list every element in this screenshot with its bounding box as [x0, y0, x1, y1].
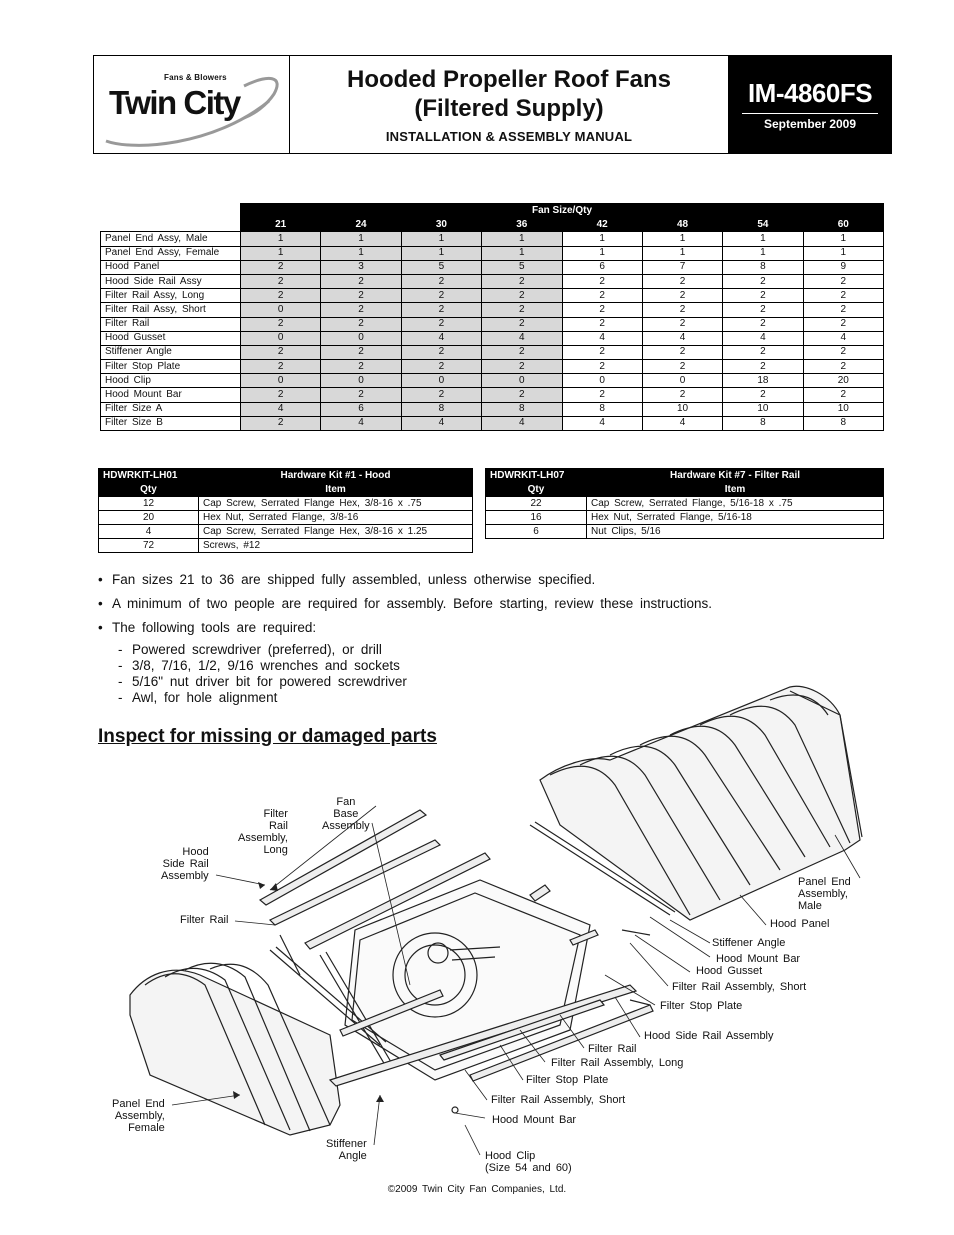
qty-cell: 22	[486, 497, 587, 511]
quantity-cell: 8	[803, 416, 883, 430]
part-name-cell: Filter Size B	[101, 416, 241, 430]
qty-cell: 12	[99, 497, 199, 511]
table-row	[101, 303, 884, 317]
quantity-cell: 2	[803, 303, 883, 317]
quantity-cell: 8	[723, 416, 803, 430]
quantity-cell: 2	[642, 303, 722, 317]
quantity-cell: 2	[642, 274, 722, 288]
quantity-cell: 2	[482, 289, 562, 303]
table-corner	[101, 204, 241, 218]
quantity-cell: 0	[642, 374, 722, 388]
quantity-cell: 1	[401, 246, 481, 260]
quantity-cell: 2	[241, 260, 321, 274]
document-number: IM-4860FS	[747, 78, 873, 108]
table-row	[101, 402, 884, 416]
kit-title: Hardware Kit #1 - Hood	[199, 469, 473, 483]
quantity-cell: 2	[401, 274, 481, 288]
quantity-cell: 2	[562, 345, 642, 359]
tool-item: - 5/16" nut driver bit for powered screwdriver	[118, 674, 712, 690]
callout-filter-rail-assembly-long: Filter Rail Assembly, Long	[238, 808, 288, 856]
callout-stiffener-angle: Stiffener Angle	[712, 937, 786, 949]
quantity-cell: 1	[401, 232, 481, 246]
quantity-cell: 4	[723, 331, 803, 345]
quantity-cell: 4	[562, 416, 642, 430]
quantity-cell: 1	[723, 246, 803, 260]
table-corner	[101, 218, 241, 232]
quantity-cell: 1	[241, 232, 321, 246]
quantity-cell: 0	[482, 374, 562, 388]
part-name-cell: Hood Mount Bar	[101, 388, 241, 402]
quantity-cell: 0	[241, 374, 321, 388]
quantity-cell: 2	[723, 360, 803, 374]
quantity-cell: 2	[482, 303, 562, 317]
quantity-cell: 1	[562, 246, 642, 260]
fan-size-column-header: 24	[321, 218, 401, 232]
quantity-cell: 10	[803, 402, 883, 416]
quantity-cell: 2	[803, 274, 883, 288]
company-logo	[94, 56, 290, 153]
quantity-cell: 2	[241, 345, 321, 359]
quantity-cell: 1	[482, 232, 562, 246]
qty-cell: 4	[99, 525, 199, 539]
callout-stiffener-angle-bottom: Stiffener Angle	[326, 1138, 367, 1162]
quantity-cell: 4	[401, 416, 481, 430]
part-name-cell: Panel End Assy, Female	[101, 246, 241, 260]
table-row	[99, 525, 473, 539]
quantity-cell: 2	[803, 317, 883, 331]
table-row	[486, 497, 884, 511]
part-name-cell: Filter Size A	[101, 402, 241, 416]
exploded-assembly-diagram	[90, 685, 890, 1185]
quantity-cell: 2	[482, 274, 562, 288]
fan-size-qty-header: Fan Size/Qty	[241, 204, 884, 218]
fan-size-column-header: 60	[803, 218, 883, 232]
qty-cell: 6	[486, 525, 587, 539]
quantity-cell: 2	[562, 388, 642, 402]
quantity-cell: 1	[803, 232, 883, 246]
table-row	[101, 374, 884, 388]
hardware-kit-7-table	[485, 468, 884, 539]
table-row	[99, 511, 473, 525]
part-name-cell: Hood Panel	[101, 260, 241, 274]
title-block	[290, 56, 729, 153]
quantity-cell: 0	[321, 374, 401, 388]
quantity-cell: 2	[321, 317, 401, 331]
qty-column-header: Qty	[99, 483, 199, 497]
part-name-cell: Hood Side Rail Assy	[101, 274, 241, 288]
quantity-cell: 8	[482, 402, 562, 416]
fan-size-column-header: 36	[482, 218, 562, 232]
callout-filter-rail-assembly-short: Filter Rail Assembly, Short	[672, 981, 807, 993]
kit-code: HDWRKIT-LH07	[486, 469, 587, 483]
quantity-cell: 0	[401, 374, 481, 388]
callout-hood-clip: Hood Clip (Size 54 and 60)	[485, 1150, 572, 1174]
item-cell: Hex Nut, Serrated Flange, 3/8-16	[199, 511, 473, 525]
callout-panel-end-assembly-female: Panel End Assembly, Female	[112, 1098, 165, 1134]
quantity-cell: 2	[723, 274, 803, 288]
quantity-cell: 4	[401, 331, 481, 345]
quantity-cell: 2	[562, 360, 642, 374]
quantity-cell: 2	[321, 289, 401, 303]
parts-quantity-table	[100, 203, 884, 431]
qty-cell: 72	[99, 539, 199, 553]
quantity-cell: 1	[723, 232, 803, 246]
callout-hood-side-rail-assembly: Hood Side Rail Assembly	[161, 846, 209, 882]
quantity-cell: 4	[642, 331, 722, 345]
item-cell: Nut Clips, 5/16	[587, 525, 884, 539]
qty-column-header: Qty	[486, 483, 587, 497]
table-row	[99, 539, 473, 553]
quantity-cell: 6	[562, 260, 642, 274]
quantity-cell: 2	[401, 360, 481, 374]
part-name-cell: Filter Rail Assy, Long	[101, 289, 241, 303]
tool-item: - 3/8, 7/16, 1/2, 9/16 wrenches and sockets	[118, 658, 712, 674]
quantity-cell: 2	[642, 317, 722, 331]
quantity-cell: 1	[803, 246, 883, 260]
quantity-cell: 2	[401, 303, 481, 317]
table-row	[486, 511, 884, 525]
quantity-cell: 1	[321, 246, 401, 260]
item-cell: Cap Screw, Serrated Flange, 5/16-18 x .75	[587, 497, 884, 511]
quantity-cell: 2	[401, 289, 481, 303]
quantity-cell: 2	[321, 388, 401, 402]
quantity-cell: 1	[241, 246, 321, 260]
callout-hood-mount-bar-bottom: Hood Mount Bar	[492, 1114, 577, 1126]
quantity-cell: 2	[401, 388, 481, 402]
logo-wordmark: Twin City	[109, 84, 240, 121]
quantity-cell: 2	[803, 289, 883, 303]
quantity-cell: 8	[401, 402, 481, 416]
table-row	[101, 416, 884, 430]
kit-code: HDWRKIT-LH01	[99, 469, 199, 483]
quantity-cell: 2	[562, 289, 642, 303]
table-row	[101, 317, 884, 331]
quantity-cell: 1	[642, 246, 722, 260]
quantity-cell: 4	[482, 331, 562, 345]
quantity-cell: 2	[803, 345, 883, 359]
fan-size-column-header: 30	[401, 218, 481, 232]
quantity-cell: 2	[562, 274, 642, 288]
title-line-1: Hooded Propeller Roof Fans	[346, 66, 672, 93]
quantity-cell: 4	[803, 331, 883, 345]
quantity-cell: 2	[401, 345, 481, 359]
fan-size-column-header: 42	[562, 218, 642, 232]
quantity-cell: 1	[642, 232, 722, 246]
table-row	[101, 260, 884, 274]
item-cell: Hex Nut, Serrated Flange, 5/16-18	[587, 511, 884, 525]
part-name-cell: Hood Clip	[101, 374, 241, 388]
quantity-cell: 4	[562, 331, 642, 345]
table-row	[101, 331, 884, 345]
callout-hood-side-rail-assembly-right: Hood Side Rail Assembly	[644, 1030, 774, 1042]
quantity-cell: 2	[321, 345, 401, 359]
quantity-cell: 2	[723, 388, 803, 402]
callout-filter-stop-plate-bottom: Filter Stop Plate	[526, 1074, 609, 1086]
quantity-cell: 2	[401, 317, 481, 331]
hardware-kit-1-table	[98, 468, 473, 553]
tool-item: - Awl, for hole alignment	[118, 690, 712, 706]
quantity-cell: 2	[241, 416, 321, 430]
logo-tagline: Fans & Blowers	[164, 73, 227, 82]
table-row	[101, 289, 884, 303]
item-cell: Cap Screw, Serrated Flange Hex, 3/8-16 x 1.25	[199, 525, 473, 539]
quantity-cell: 2	[482, 360, 562, 374]
tool-item: - Powered screwdriver (preferred), or drill	[118, 642, 712, 658]
quantity-cell: 2	[803, 360, 883, 374]
document-date: September 2009	[763, 117, 857, 131]
quantity-cell: 2	[723, 289, 803, 303]
quantity-cell: 2	[482, 317, 562, 331]
quantity-cell: 9	[803, 260, 883, 274]
callout-filter-rail-assembly-long-right: Filter Rail Assembly, Long	[551, 1057, 684, 1069]
quantity-cell: 2	[723, 303, 803, 317]
title-line-2: (Filtered Supply)	[414, 95, 604, 122]
document-id-block	[729, 56, 891, 153]
quantity-cell: 2	[321, 360, 401, 374]
quantity-cell: 4	[642, 416, 722, 430]
quantity-cell: 2	[723, 317, 803, 331]
section-heading: Inspect for missing or damaged parts	[98, 726, 437, 747]
quantity-cell: 4	[482, 416, 562, 430]
quantity-cell: 2	[482, 388, 562, 402]
part-name-cell: Filter Rail	[101, 317, 241, 331]
quantity-cell: 2	[803, 388, 883, 402]
part-name-cell: Filter Stop Plate	[101, 360, 241, 374]
quantity-cell: 2	[241, 289, 321, 303]
instruction-bullet: • A minimum of two people are required for assembly. Before starting, review these instructions.	[98, 596, 712, 620]
quantity-cell: 4	[321, 416, 401, 430]
part-name-cell: Filter Rail Assy, Short	[101, 303, 241, 317]
quantity-cell: 3	[321, 260, 401, 274]
quantity-cell: 2	[241, 317, 321, 331]
quantity-cell: 0	[241, 303, 321, 317]
quantity-cell: 2	[642, 360, 722, 374]
table-row	[99, 497, 473, 511]
quantity-cell: 2	[241, 360, 321, 374]
item-cell: Screws, #12	[199, 539, 473, 553]
quantity-cell: 2	[723, 345, 803, 359]
quantity-cell: 2	[241, 388, 321, 402]
quantity-cell: 0	[321, 331, 401, 345]
quantity-cell: 2	[482, 345, 562, 359]
quantity-cell: 10	[723, 402, 803, 416]
callout-filter-rail-right: Filter Rail	[588, 1043, 637, 1055]
quantity-cell: 2	[562, 303, 642, 317]
table-row	[101, 274, 884, 288]
quantity-cell: 5	[482, 260, 562, 274]
quantity-cell: 10	[642, 402, 722, 416]
instruction-bullet: • The following tools are required:	[98, 620, 712, 644]
kit-title: Hardware Kit #7 - Filter Rail	[587, 469, 884, 483]
fan-size-column-header: 48	[642, 218, 722, 232]
table-row	[486, 525, 884, 539]
quantity-cell: 1	[482, 246, 562, 260]
part-name-cell: Panel End Assy, Male	[101, 232, 241, 246]
fan-size-column-header: 21	[241, 218, 321, 232]
table-row	[101, 246, 884, 260]
copyright-footer: ©2009 Twin City Fan Companies, Ltd.	[387, 1184, 567, 1195]
quantity-cell: 2	[642, 345, 722, 359]
quantity-cell: 2	[321, 303, 401, 317]
quantity-cell: 1	[321, 232, 401, 246]
quantity-cell: 8	[723, 260, 803, 274]
quantity-cell: 2	[642, 289, 722, 303]
quantity-cell: 2	[241, 274, 321, 288]
quantity-cell: 20	[803, 374, 883, 388]
quantity-cell: 2	[562, 317, 642, 331]
divider	[742, 113, 878, 114]
manual-subtitle: INSTALLATION & ASSEMBLY MANUAL	[385, 129, 633, 144]
item-cell: Cap Screw, Serrated Flange Hex, 3/8-16 x .75	[199, 497, 473, 511]
quantity-cell: 5	[401, 260, 481, 274]
part-name-cell: Hood Gusset	[101, 331, 241, 345]
part-name-cell: Stiffener Angle	[101, 345, 241, 359]
callout-panel-end-assembly-male: Panel End Assembly, Male	[798, 876, 851, 912]
qty-cell: 20	[99, 511, 199, 525]
quantity-cell: 0	[241, 331, 321, 345]
quantity-cell: 1	[562, 232, 642, 246]
quantity-cell: 4	[241, 402, 321, 416]
callout-filter-rail: Filter Rail	[180, 914, 229, 926]
item-column-header: Item	[587, 483, 884, 497]
callout-hood-panel: Hood Panel	[770, 918, 830, 930]
callout-filter-stop-plate: Filter Stop Plate	[660, 1000, 743, 1012]
instruction-bullet: • Fan sizes 21 to 36 are shipped fully assembled, unless otherwise specified.	[98, 572, 712, 596]
quantity-cell: 0	[562, 374, 642, 388]
qty-cell: 16	[486, 511, 587, 525]
fan-size-column-header: 54	[723, 218, 803, 232]
table-row	[101, 388, 884, 402]
quantity-cell: 2	[321, 274, 401, 288]
item-column-header: Item	[199, 483, 473, 497]
table-row	[101, 232, 884, 246]
callout-filter-rail-assembly-short-bottom: Filter Rail Assembly, Short	[491, 1094, 626, 1106]
quantity-cell: 18	[723, 374, 803, 388]
callout-hood-gusset: Hood Gusset	[696, 965, 763, 977]
table-row	[101, 345, 884, 359]
table-row	[101, 360, 884, 374]
exploded-view-illustration	[90, 685, 890, 1185]
quantity-cell: 6	[321, 402, 401, 416]
quantity-cell: 8	[562, 402, 642, 416]
callout-fan-base-assembly: Fan Base Assembly	[322, 796, 370, 832]
callout-hood-mount-bar: Hood Mount Bar	[716, 953, 801, 965]
quantity-cell: 2	[642, 388, 722, 402]
quantity-cell: 7	[642, 260, 722, 274]
document-header	[93, 55, 892, 154]
